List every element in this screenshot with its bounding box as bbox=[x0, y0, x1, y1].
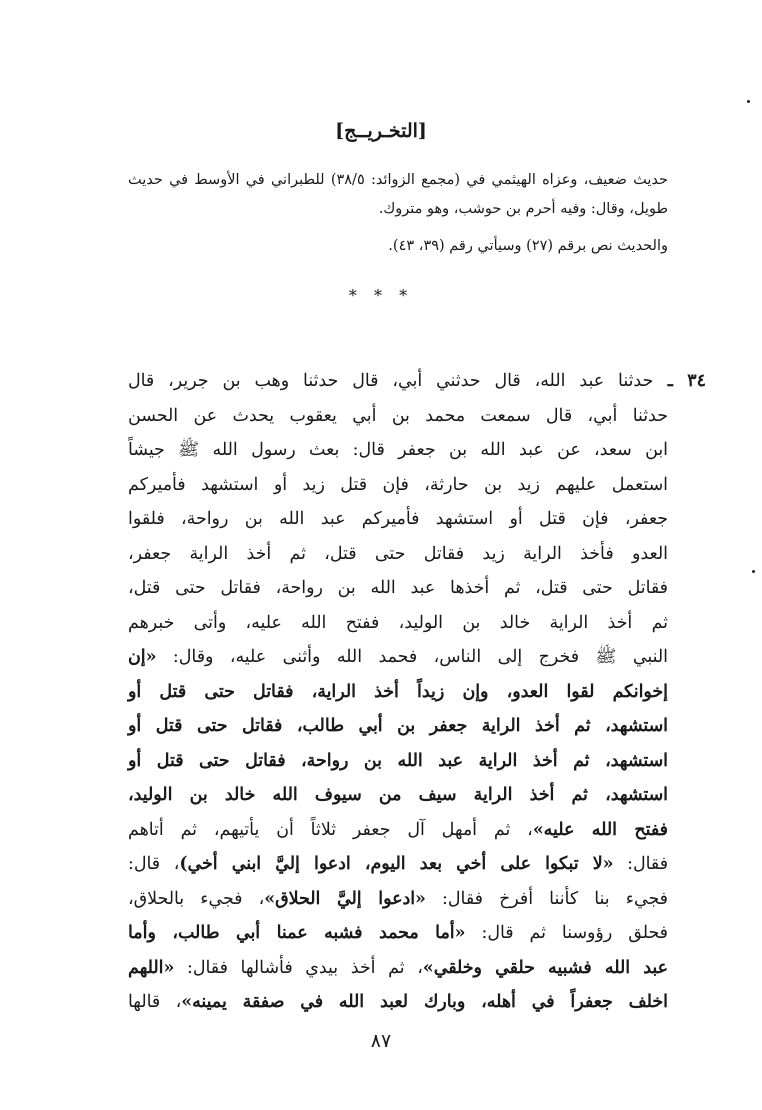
hadith-segment: فقال: bbox=[613, 854, 669, 874]
hadith-line bbox=[128, 502, 668, 537]
hadith-segment: النبي ﷺ فخرج إلى الناس، فحمد الله وأثنى عليه، وقال: bbox=[156, 647, 668, 667]
hadith-quote-segment: إخوانكم لقوا العدو، وإن زيداً أخذ الراية، فقاتل حتى قتل أو bbox=[128, 681, 668, 702]
hadith-quote-segment: استشهد، ثم أخذ الراية سيف من سيوف الله خالد بن الوليد، bbox=[128, 785, 668, 805]
hadith-line bbox=[128, 951, 668, 986]
margin-speck bbox=[747, 100, 750, 103]
hadith-line bbox=[128, 813, 668, 848]
hadith-line bbox=[128, 709, 668, 744]
hadith-quote-segment: استشهد، ثم أخذ الراية جعفر بن أبي طالب، فقاتل حتى قتل أو bbox=[128, 716, 668, 736]
hadith-quote-segment: «أما محمد فشبه عمنا أبي طالب، وأما bbox=[128, 923, 466, 943]
hadith-quote-segment: استشهد، ثم أخذ الراية عبد الله بن رواحة، فقاتل حتى قتل أو bbox=[128, 750, 668, 771]
hadith-segment: ، قال: bbox=[128, 854, 180, 874]
hadith-line bbox=[128, 847, 668, 882]
hadith-text bbox=[128, 364, 706, 1020]
hadith-segment: حدثنا عبد الله، قال حدثني أبي، قال حدثنا وهب بن جرير، قال bbox=[128, 371, 654, 391]
hadith-quote-segment: عبد الله فشبيه حلقي وخلقي» bbox=[422, 957, 669, 978]
hadith-line bbox=[128, 364, 706, 399]
hadith-segment: فقاتل حتى قتل، ثم أخذها عبد الله بن رواحة، فقاتل حتى قتل، bbox=[128, 578, 668, 598]
hadith-quote-segment: «إن bbox=[128, 647, 157, 667]
hadith-number: ٣٤ ـ bbox=[653, 371, 706, 391]
hadith-line bbox=[128, 675, 668, 710]
hadith-line bbox=[128, 778, 668, 813]
hadith-segment: ، ثم أمهل آل جعفر ثلاثاً أن يأتيهم، ثم أتاهم bbox=[128, 819, 533, 840]
hadith-quote-segment: «ادعوا إليَّ الحلاق» bbox=[264, 888, 426, 909]
section-separator: * * * bbox=[348, 286, 414, 305]
hadith-segment: حدثنا أبي، قال سمعت محمد بن أبي يعقوب يحدث عن الحسن bbox=[128, 405, 668, 426]
page-number: ٨٧ bbox=[370, 1030, 392, 1052]
hadith-segment: ، ثم أخذ بيدي فأشالها فقال: bbox=[174, 957, 423, 978]
hadith-segment: ، فجيء بالحلاق، bbox=[128, 888, 265, 909]
hadith-line bbox=[128, 744, 668, 779]
hadith-line bbox=[128, 606, 668, 641]
takhrij-paragraph: حديث ضعيف، وعزاه الهيثمي في (مجمع الزوائد: ٣٨/٥) للطبراني في الأوسط في حديث طويل، وقال: وفيه أحرم بن حوشب، وهو متروك. bbox=[128, 172, 669, 217]
hadith-line bbox=[128, 882, 668, 917]
hadith-quote-segment: «لا تبكوا على أخي بعد اليوم، ادعوا إليَّ ابني أخي) bbox=[179, 854, 614, 874]
margin-speck bbox=[752, 570, 755, 573]
hadith-segment: ثم أخذ الراية خالد بن الوليد، ففتح الله عليه، وأتى خبرهم bbox=[128, 612, 668, 633]
hadith-segment: فجيء بنا كأننا أفرخ فقال: bbox=[425, 888, 668, 909]
hadith-line bbox=[128, 985, 668, 1020]
hadith-line bbox=[128, 468, 668, 503]
hadith-segment: ابن سعد، عن عبد الله بن جعفر قال: بعث رسول الله ﷺ جيشاً bbox=[128, 440, 668, 460]
hadith-quote-segment: اخلف جعفراً في أهله، وبارك لعبد الله في صفقة يمينه» bbox=[181, 992, 668, 1012]
takhrij-reference: والحديث نص برقم (٢٧) وسيأتي رقم (٣٩، ٤٣). bbox=[388, 238, 668, 254]
hadith-line bbox=[128, 916, 668, 951]
hadith-quote-segment: ففتح الله عليه» bbox=[532, 819, 668, 840]
hadith-line bbox=[128, 433, 668, 468]
hadith-line bbox=[128, 571, 668, 606]
hadith-segment: العدو فأخذ الراية زيد فقاتل حتى قتل، ثم أخذ الراية جعفر، bbox=[128, 543, 668, 564]
hadith-segment: جعفر، فإن قتل أو استشهد فأميركم عبد الله بن رواحة، فلقوا bbox=[128, 509, 668, 529]
hadith-line bbox=[128, 399, 668, 434]
hadith-line bbox=[128, 537, 668, 572]
hadith-line bbox=[128, 640, 668, 675]
takhrij-heading: [التخـريــج] bbox=[335, 120, 427, 142]
hadith-quote-segment: «اللهم bbox=[128, 957, 175, 978]
hadith-segment: ، قالها bbox=[128, 992, 182, 1012]
takhrij-section bbox=[128, 166, 668, 261]
hadith-segment: استعمل عليهم زيد بن حارثة، فإن قتل زيد أو استشهد فأميركم bbox=[128, 474, 668, 495]
hadith-segment: فحلق رؤوسنا ثم قال: bbox=[465, 923, 668, 943]
